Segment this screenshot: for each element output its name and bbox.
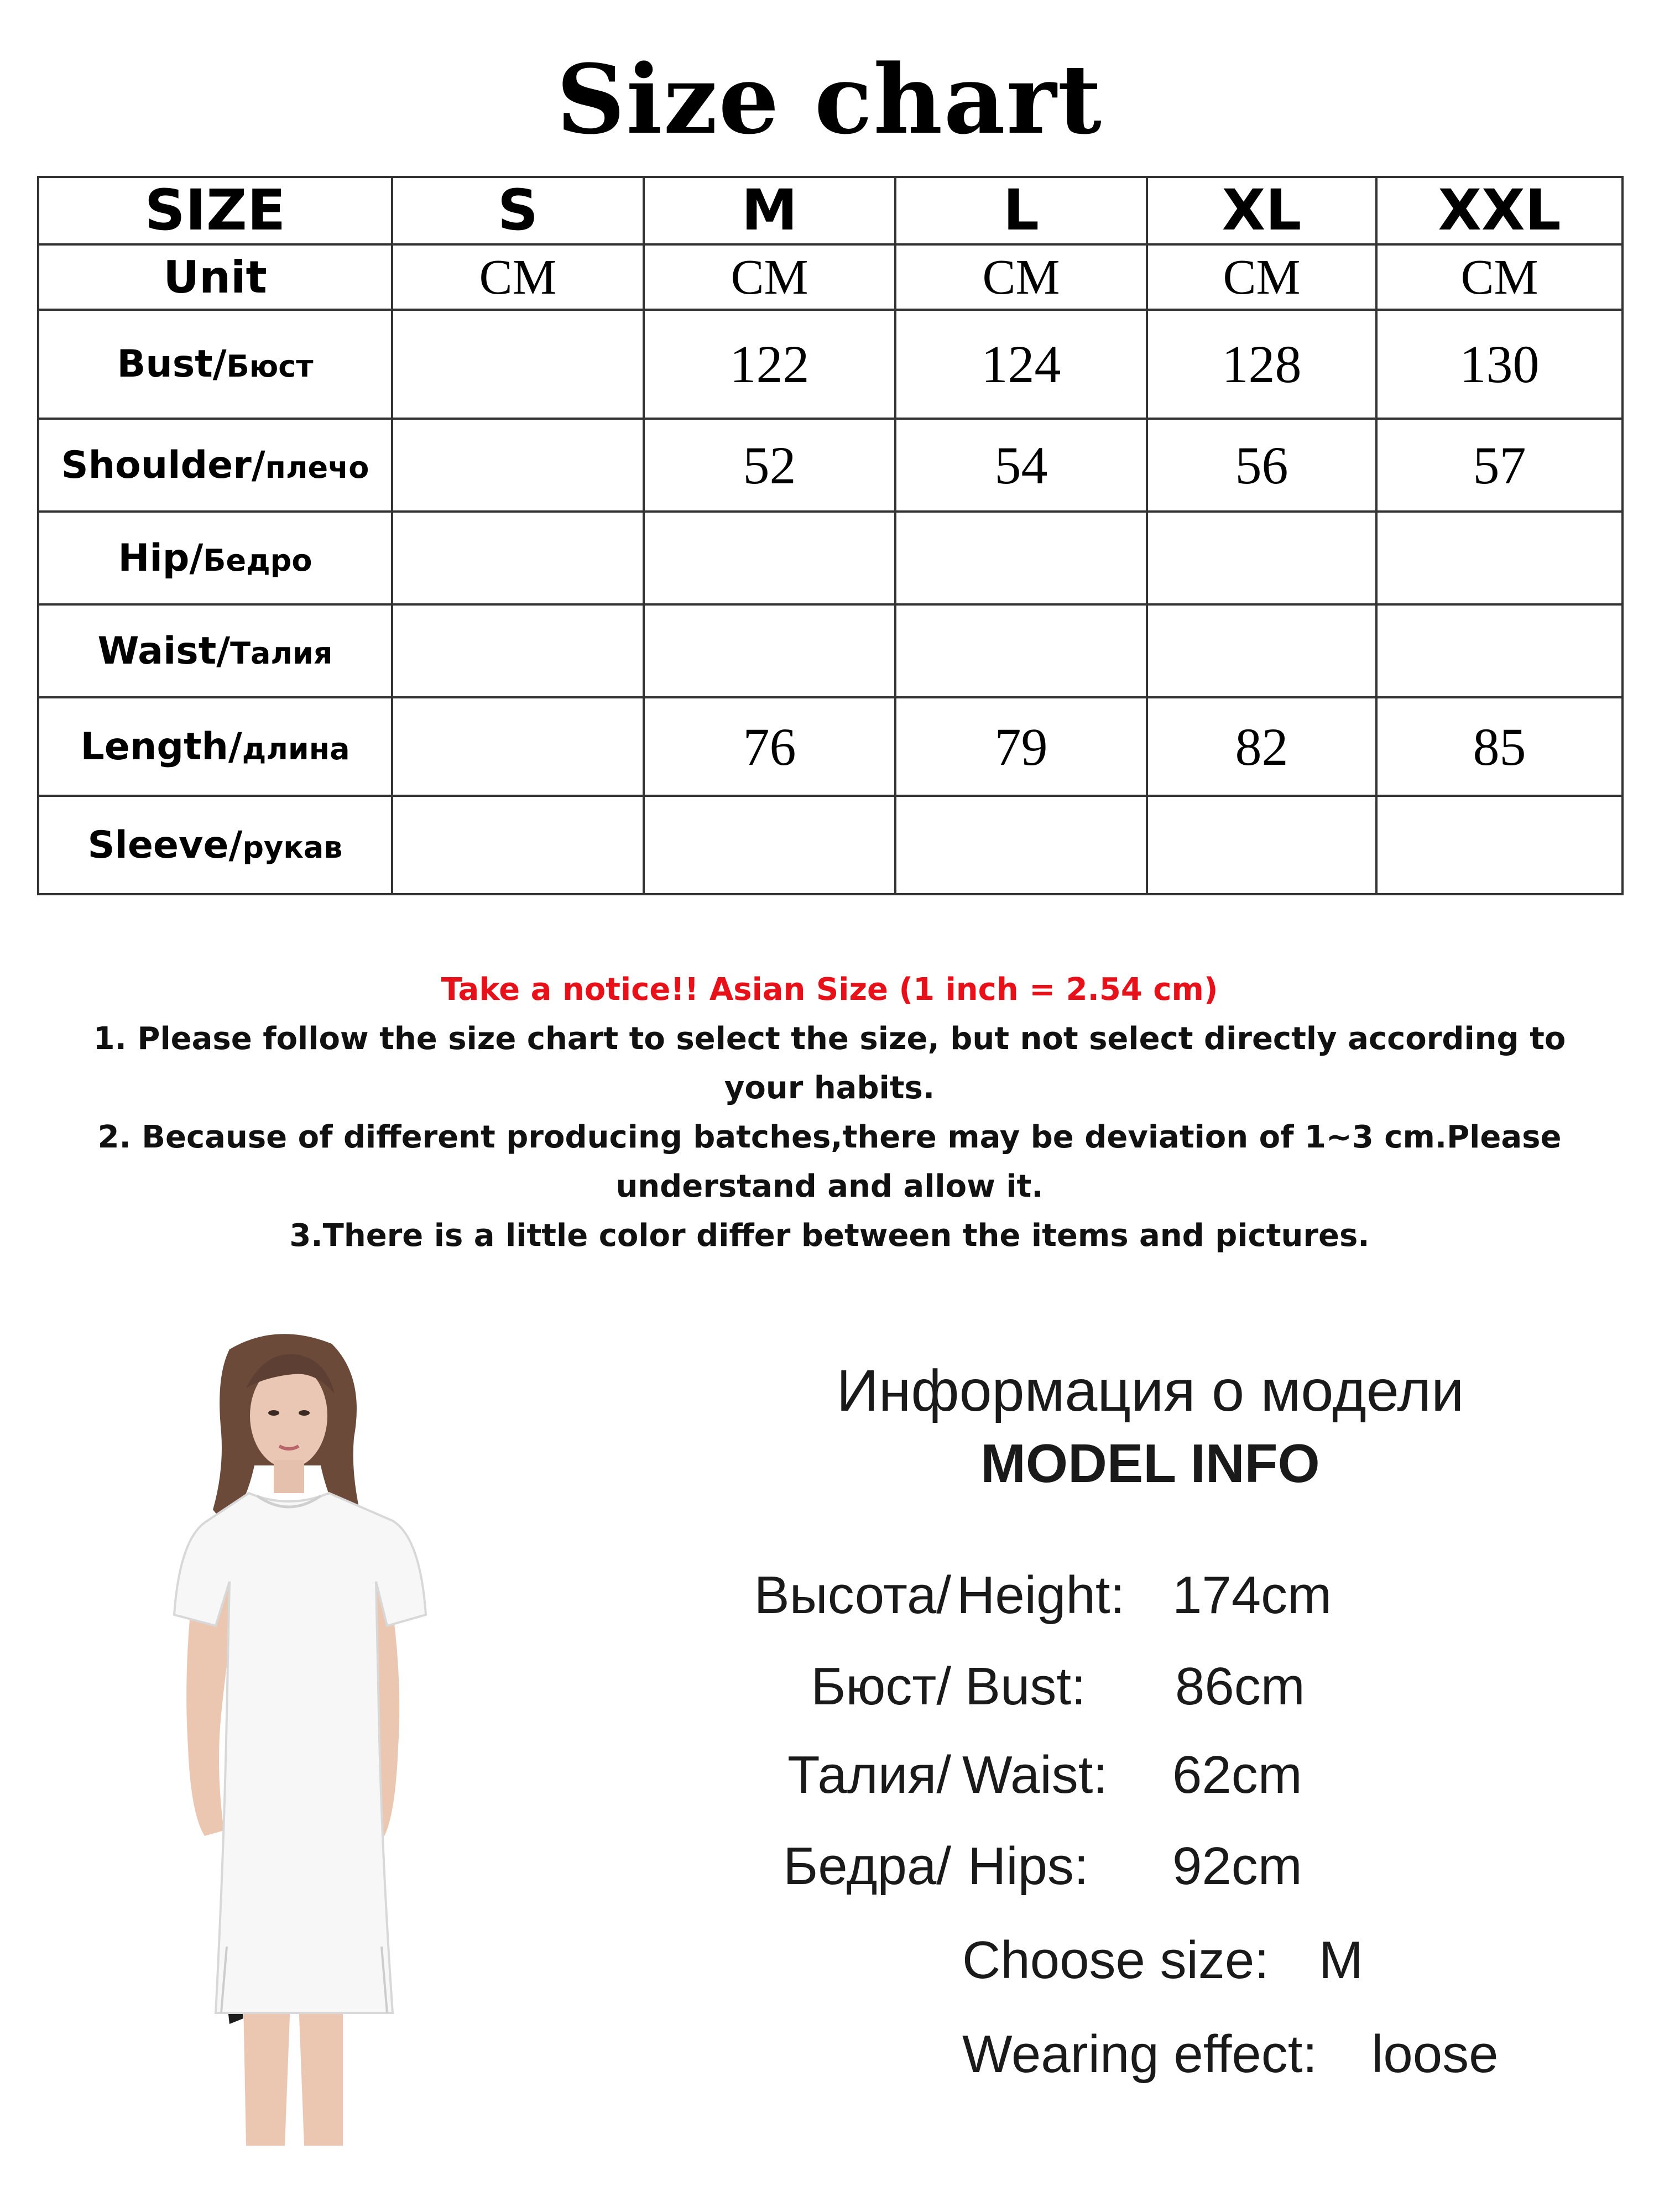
unit-row bbox=[38, 244, 1623, 310]
table-cell: 82 bbox=[1147, 697, 1376, 796]
table-cell: 128 bbox=[1147, 310, 1376, 419]
table-row-waist bbox=[38, 604, 1623, 697]
table-cell bbox=[392, 796, 644, 894]
asian-size-notice: Take a notice!! Asian Size (1 inch = 2.54 cm) bbox=[441, 972, 1218, 1008]
waist-label-ru: Талия/ bbox=[787, 1745, 951, 1804]
header-m: M bbox=[644, 177, 895, 244]
header-s: S bbox=[392, 177, 644, 244]
note-1: 1. Please follow the size chart to select the size, but not select directly according to your habits. bbox=[93, 1021, 1566, 1106]
table-cell bbox=[392, 419, 644, 512]
notes-block bbox=[50, 965, 1609, 1260]
table-row-length bbox=[38, 697, 1623, 796]
table-cell: 130 bbox=[1376, 310, 1623, 419]
table-cell: 57 bbox=[1376, 419, 1623, 512]
row-label-sleeve: Sleeve/рукав bbox=[38, 796, 392, 894]
row-label-bust: Bust/Бюст bbox=[38, 310, 392, 419]
note-3: 3.There is a little color differ between the items and pictures. bbox=[289, 1218, 1370, 1254]
header-l: L bbox=[895, 177, 1147, 244]
bust-label-ru-wrap bbox=[719, 1656, 951, 1723]
unit-cell: CM bbox=[1376, 244, 1623, 310]
page-title: Size chart bbox=[556, 43, 1103, 155]
waist-label-en: Waist: bbox=[962, 1745, 1108, 1804]
model-photo bbox=[133, 1327, 498, 2146]
bust-label-ru: Бюст/ bbox=[811, 1657, 951, 1716]
row-label-waist: Waist/Талия bbox=[38, 604, 392, 697]
table-cell: 76 bbox=[644, 697, 895, 796]
table-cell: 79 bbox=[895, 697, 1147, 796]
table-cell bbox=[895, 512, 1147, 604]
table-cell bbox=[644, 512, 895, 604]
hips-label-ru-wrap bbox=[719, 1836, 951, 1902]
table-cell: 85 bbox=[1376, 697, 1623, 796]
bust-label-en: Bust: bbox=[965, 1657, 1086, 1716]
hips-label-ru: Бедра/ bbox=[783, 1837, 951, 1896]
wearing-effect-label: Wearing effect: bbox=[962, 2025, 1318, 2084]
table-cell bbox=[1147, 796, 1376, 894]
table-row-sleeve bbox=[38, 796, 1623, 894]
model-info-title-en: MODEL INFO bbox=[980, 1433, 1320, 1494]
unit-label: Unit bbox=[38, 244, 392, 310]
model-info-title-ru: Информация о модели bbox=[836, 1358, 1464, 1423]
waist-value: 62cm bbox=[1172, 1745, 1302, 1804]
table-row-shoulder bbox=[38, 419, 1623, 512]
hips-value: 92cm bbox=[1172, 1837, 1302, 1896]
table-cell bbox=[392, 512, 644, 604]
table-cell bbox=[1376, 604, 1623, 697]
table-cell: 122 bbox=[644, 310, 895, 419]
header-xxl: XXL bbox=[1376, 177, 1623, 244]
height-value: 174cm bbox=[1172, 1566, 1332, 1625]
waist-label-ru-wrap bbox=[719, 1745, 951, 1811]
header-xl: XL bbox=[1147, 177, 1376, 244]
header-size: SIZE bbox=[38, 177, 392, 244]
size-table bbox=[37, 176, 1624, 895]
height-label-ru-wrap bbox=[719, 1565, 951, 1631]
bust-value: 86cm bbox=[1175, 1657, 1305, 1716]
unit-cell: CM bbox=[392, 244, 644, 310]
table-cell bbox=[1147, 604, 1376, 697]
table-cell: 52 bbox=[644, 419, 895, 512]
table-cell bbox=[1376, 796, 1623, 894]
table-cell bbox=[392, 697, 644, 796]
table-header-row bbox=[38, 177, 1623, 244]
table-cell: 56 bbox=[1147, 419, 1376, 512]
table-cell: 124 bbox=[895, 310, 1147, 419]
choose-size-value: M bbox=[1319, 1931, 1363, 1990]
unit-cell: CM bbox=[1147, 244, 1376, 310]
note-2: 2. Because of different producing batches,there may be deviation of 1~3 cm.Please understand and allow it. bbox=[97, 1119, 1562, 1204]
row-label-hip: Hip/Бедро bbox=[38, 512, 392, 604]
row-label-length: Length/длина bbox=[38, 697, 392, 796]
table-cell bbox=[1147, 512, 1376, 604]
height-label-ru: Высота/ bbox=[754, 1566, 951, 1625]
table-cell: 54 bbox=[895, 419, 1147, 512]
height-label-en: Height: bbox=[957, 1566, 1125, 1625]
hips-label-en: Hips: bbox=[968, 1837, 1089, 1896]
choose-size-label: Choose size: bbox=[962, 1931, 1269, 1990]
wearing-effect-value: loose bbox=[1371, 2025, 1499, 2084]
table-cell bbox=[392, 310, 644, 419]
table-cell bbox=[392, 604, 644, 697]
table-cell bbox=[895, 604, 1147, 697]
table-cell bbox=[1376, 512, 1623, 604]
unit-cell: CM bbox=[895, 244, 1147, 310]
table-cell bbox=[644, 604, 895, 697]
table-row-bust bbox=[38, 310, 1623, 419]
unit-cell: CM bbox=[644, 244, 895, 310]
table-cell bbox=[895, 796, 1147, 894]
row-label-shoulder: Shoulder/плечо bbox=[38, 419, 392, 512]
table-row-hip bbox=[38, 512, 1623, 604]
table-cell bbox=[644, 796, 895, 894]
